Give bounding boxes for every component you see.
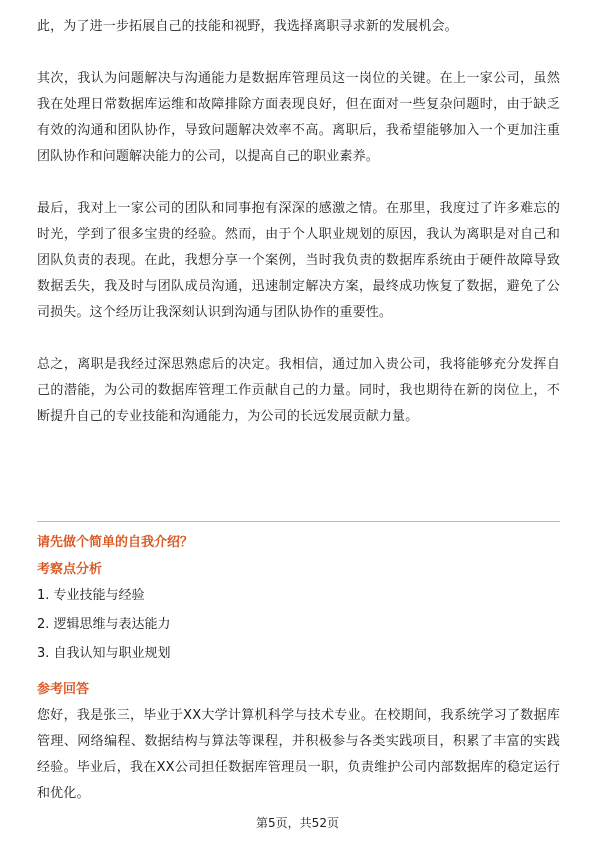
answer-text: 您好，我是张三，毕业于XX大学计算机科学与技术专业。在校期间，我系统学习了数据库管理、网络编程、数据结构与算法等课程，并积极参与各类实践项目，积累了丰富的实践经验。毕业后，我在XX公司担任数据库管理员一职，负责维护公司内部数据库的稳定运行和优化。 [37, 708, 560, 801]
paragraph: 此，为了进一步拓展自己的技能和视野，我选择离职寻求新的发展机会。 [37, 19, 458, 34]
analysis-point: 3. 自我认知与职业规划 [37, 646, 171, 661]
paragraph: 总之，离职是我经过深思熟虑后的决定。我相信，通过加入贵公司，我将能够充分发挥自己的潜能，为公司的数据库管理工作贡献自己的力量。同时，我也期待在新的岗位上，不断提升自己的专业技能和沟通能力，为公司的长远发展贡献力量。 [37, 357, 560, 424]
section-divider [37, 521, 560, 522]
analysis-point: 1. 专业技能与经验 [37, 588, 145, 603]
body-text [37, 14, 560, 430]
analysis-heading: 考察点分析 [37, 562, 103, 577]
paragraph: 最后，我对上一家公司的团队和同事抱有深深的感激之情。在那里，我度过了许多难忘的时光，学到了很多宝贵的经验。然而，由于个人职业规划的原因，我认为离职是对自己和团队负责的表现。在此，我想分享一个案例，当时我负责的数据库系统由于硬件故障导致数据丢失，我及时与团队成员沟通，迅速制定解决方案，最终成功恢复了数据，避免了公司损失。这个经历让我深刻认识到沟通与团队协作的重要性。 [37, 201, 560, 320]
question-heading: 请先做个简单的自我介绍？ [37, 535, 194, 550]
answer-heading: 参考回答 [37, 682, 90, 697]
analysis-point: 2. 逻辑思维与表达能力 [37, 617, 171, 632]
paragraph: 其次，我认为问题解决与沟通能力是数据库管理员这一岗位的关键。在上一家公司，虽然我在处理日常数据库运维和故障排除方面表现良好，但在面对一些复杂问题时，由于缺乏有效的沟通和团队协作，导致问题解决效率不高。离职后，我希望能够加入一个更加注重团队协作和问题解决能力的公司，以提高自己的职业素养。 [37, 71, 560, 164]
page-number: 第5页，共52页 [256, 816, 339, 830]
